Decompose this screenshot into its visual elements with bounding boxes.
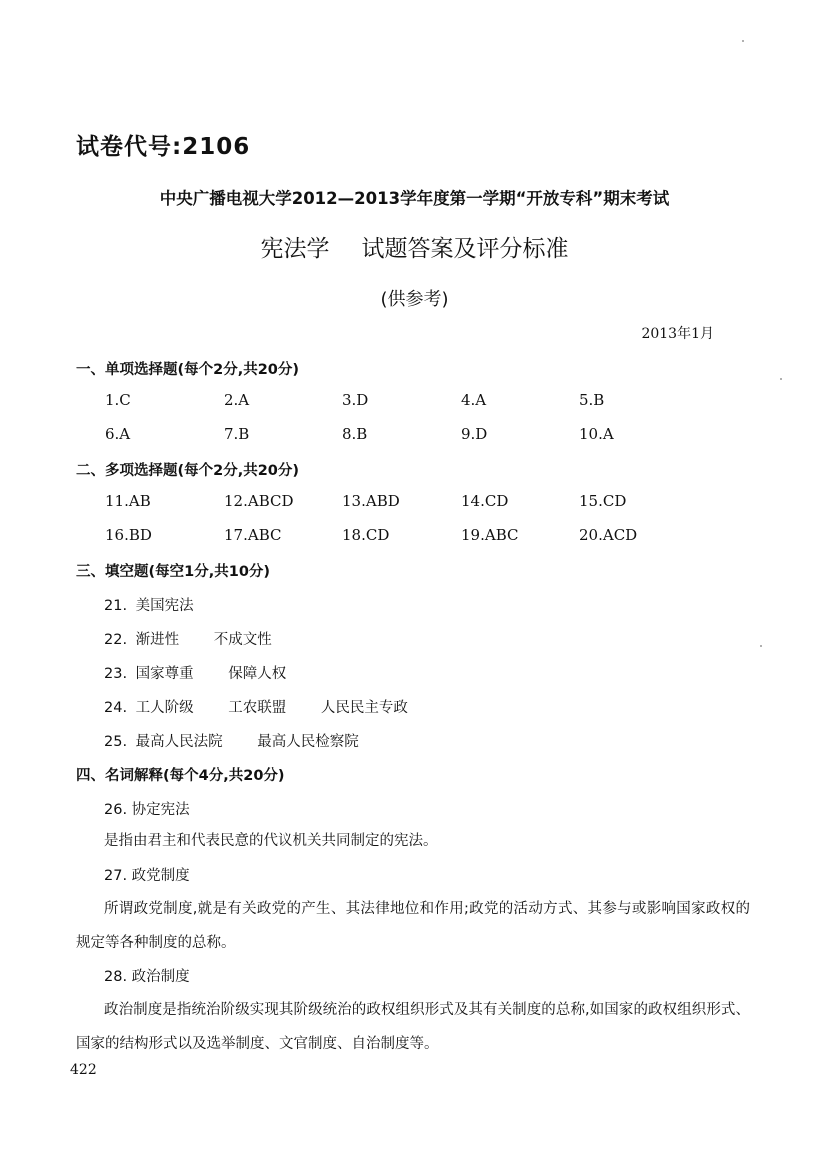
fill-answer: 国家尊重 [135,666,194,682]
answer-item: 12.ABCD [224,492,294,510]
answer-item: 19.ABC [461,526,519,544]
answer-item: 2.A [224,391,250,409]
exam-code: 试卷代号:2106 [76,134,251,160]
section-fill-in-blank: 三、填空题(每空1分,共10分) [76,564,271,580]
term-question: 26. 协定宪法 [104,802,190,818]
scan-speck [742,40,744,42]
scan-speck [780,378,782,380]
exam-title: 中央广播电视大学2012—2013学年度第一学期“开放专科”期末考试 [159,189,670,208]
fill-answer: 美国宪法 [135,598,194,614]
fill-number: 24. [104,700,128,716]
answer-item: 10.A [579,425,614,443]
term-answer: 是指由君主和代表民意的代议机关共同制定的宪法。 [104,833,438,849]
doc-title: 试题答案及评分标准 [361,236,569,262]
answer-item: 4.A [461,391,487,409]
fill-answer-row [104,628,272,649]
answer-item: 13.ABD [342,492,400,510]
answer-item: 9.D [461,425,488,443]
answer-item: 8.B [342,425,368,443]
fill-answer: 工人阶级 [135,700,194,716]
term-answer: 所谓政党制度,就是有关政党的产生、其法律地位和作用;政党的活动方式、其参与或影响国家政权的规定等各种制度的总称。 [76,901,750,951]
fill-number: 21. [104,598,128,614]
fill-answer: 人民民主专政 [320,700,408,716]
fill-number: 23. [104,666,128,682]
fill-number: 22. [104,632,128,648]
page-number: 422 [70,1062,97,1078]
answer-item: 5.B [579,391,605,409]
answer-item: 15.CD [579,492,627,510]
answer-item: 3.D [342,391,369,409]
reference-note: (供参考) [380,289,449,310]
term-question: 27. 政党制度 [104,868,190,884]
answer-item: 14.CD [461,492,509,510]
section-term-explanation: 四、名词解释(每个4分,共20分) [76,768,285,784]
fill-answer-row [104,730,359,751]
answer-item: 16.BD [105,526,152,544]
document-title [0,230,829,263]
fill-answer-row [104,594,194,615]
fill-answer: 渐进性 [135,632,180,648]
fill-answer: 保障人权 [228,666,287,682]
answer-item: 11.AB [105,492,151,510]
answer-item: 1.C [105,391,131,409]
answer-item: 7.B [224,425,250,443]
answer-item: 18.CD [342,526,390,544]
fill-number: 25. [104,734,128,750]
exam-date: 2013年1月 [641,326,714,342]
term-answer: 政治制度是指统治阶级实现其阶级统治的政权组织形式及其有关制度的总称,如国家的政权组织形式、国家的结构形式以及选举制度、文官制度、自治制度等。 [76,1002,750,1052]
term-question: 28. 政治制度 [104,969,190,985]
scan-speck [760,645,762,647]
answer-item: 6.A [105,425,131,443]
subject-name: 宪法学 [260,236,330,262]
fill-answer: 不成文性 [213,632,272,648]
section-single-choice: 一、单项选择题(每个2分,共20分) [76,362,300,378]
fill-answer: 工农联盟 [228,700,287,716]
answer-item: 17.ABC [224,526,282,544]
fill-answer: 最高人民法院 [135,734,223,750]
answer-item: 20.ACD [579,526,638,544]
fill-answer: 最高人民检察院 [257,734,359,750]
fill-answer-row [104,696,408,717]
section-multiple-choice: 二、多项选择题(每个2分,共20分) [76,463,300,479]
fill-answer-row [104,662,286,683]
